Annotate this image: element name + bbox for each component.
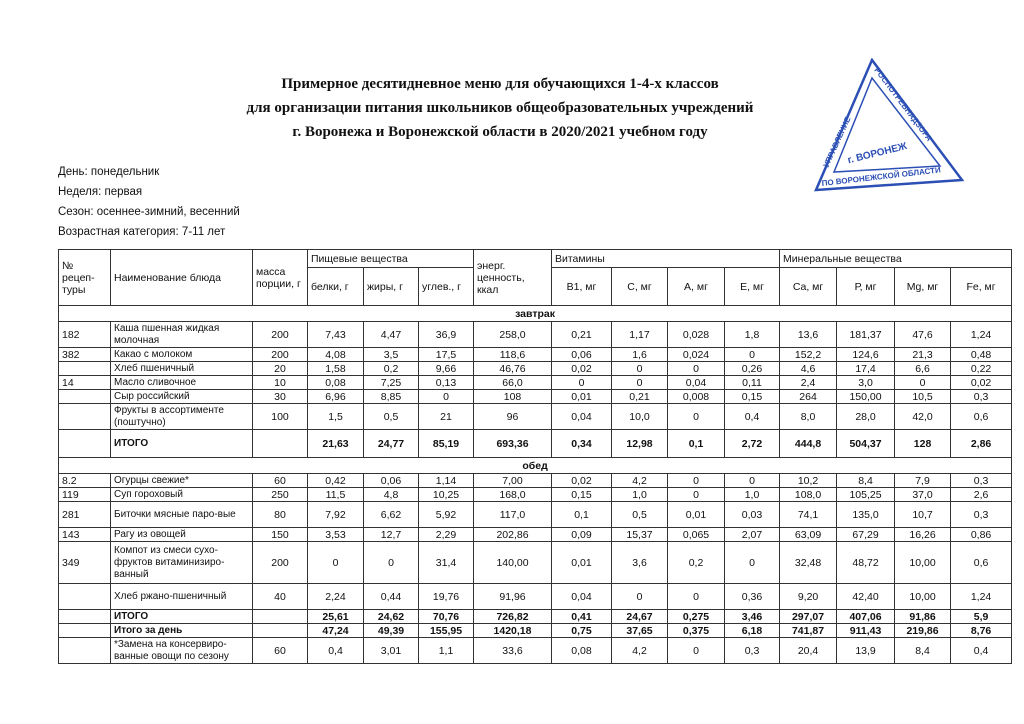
value-cell: 67,29 (837, 528, 895, 542)
recipe-cell: 8.2 (59, 474, 111, 488)
value-cell: 9,66 (419, 362, 474, 376)
value-cell: 32,48 (780, 542, 837, 584)
info-week: Неделя: первая (58, 186, 143, 198)
value-cell: 0,275 (668, 610, 725, 624)
value-cell: 135,0 (837, 502, 895, 528)
value-cell: 10,0 (612, 404, 668, 430)
table-row (59, 390, 1012, 404)
value-cell: 0 (725, 348, 780, 362)
value-cell: 7,9 (895, 474, 951, 488)
value-cell: 124,6 (837, 348, 895, 362)
replacement-note-row (59, 638, 1012, 664)
value-cell: 2,07 (725, 528, 780, 542)
value-cell: 1,58 (308, 362, 364, 376)
table-row (59, 584, 1012, 610)
value-cell: 258,0 (474, 322, 552, 348)
value-cell: 0,48 (951, 348, 1012, 362)
value-cell: 0 (364, 542, 419, 584)
value-cell: 250 (253, 488, 308, 502)
value-cell: 8,4 (895, 638, 951, 664)
value-cell: 150,00 (837, 390, 895, 404)
value-cell: 7,43 (308, 322, 364, 348)
stamp-text-bottom: ПО ВОРОНЕЖСКОЙ ОБЛАСТИ (821, 165, 942, 188)
value-cell: 105,25 (837, 488, 895, 502)
value-cell: 24,77 (364, 430, 419, 458)
dish-name-cell: Какао с молоком (111, 348, 253, 362)
value-cell: 0,375 (668, 624, 725, 638)
value-cell: 3,5 (364, 348, 419, 362)
value-cell: 5,9 (951, 610, 1012, 624)
value-cell: 4,8 (364, 488, 419, 502)
value-cell: 0,36 (725, 584, 780, 610)
value-cell: 21,3 (895, 348, 951, 362)
value-cell: 911,43 (837, 624, 895, 638)
value-cell: 0,2 (364, 362, 419, 376)
recipe-cell: 349 (59, 542, 111, 584)
dish-name-cell: Хлеб ржано-пшеничный (111, 584, 253, 610)
menu-title-line3: г. Воронежа и Воронежской области в 2020/2021 учебном году (292, 124, 708, 140)
value-cell: 10,00 (895, 584, 951, 610)
value-cell: 0 (668, 638, 725, 664)
value-cell: 85,19 (419, 430, 474, 458)
value-cell: 0,02 (552, 474, 612, 488)
value-cell: 0,22 (951, 362, 1012, 376)
value-cell: 0,5 (364, 404, 419, 430)
value-cell: 0,26 (725, 362, 780, 376)
value-cell: 0,09 (552, 528, 612, 542)
value-cell: 0 (668, 474, 725, 488)
value-cell: 0,1 (668, 430, 725, 458)
header-nutrients: Пищевые вещества (308, 250, 474, 268)
value-cell: 0,1 (552, 502, 612, 528)
value-cell: 8,4 (837, 474, 895, 488)
value-cell: 0 (612, 584, 668, 610)
value-cell: 49,39 (364, 624, 419, 638)
header-minerals: Минеральные вещества (780, 250, 1012, 268)
value-cell: 6,96 (308, 390, 364, 404)
value-cell: 91,96 (474, 584, 552, 610)
value-cell: 16,26 (895, 528, 951, 542)
value-cell: 47,24 (308, 624, 364, 638)
value-cell: 60 (253, 474, 308, 488)
value-cell: 0,03 (725, 502, 780, 528)
value-cell: 0,86 (951, 528, 1012, 542)
value-cell (253, 430, 308, 458)
dish-name-cell: Масло сливочное (111, 376, 253, 390)
value-cell: 0 (668, 584, 725, 610)
value-cell: 200 (253, 542, 308, 584)
dish-name-cell: Огурцы свежие* (111, 474, 253, 488)
value-cell: 8,0 (780, 404, 837, 430)
value-cell: 42,40 (837, 584, 895, 610)
table-row (59, 542, 1012, 584)
value-cell: 0,04 (552, 584, 612, 610)
recipe-cell (59, 624, 111, 638)
value-cell: 181,37 (837, 322, 895, 348)
table-row (59, 528, 1012, 542)
value-cell: 0,01 (552, 390, 612, 404)
recipe-cell (59, 362, 111, 376)
value-cell: 24,67 (612, 610, 668, 624)
value-cell: 1,14 (419, 474, 474, 488)
dish-name-cell: Фрукты в ассортименте (поштучно) (111, 404, 253, 430)
value-cell: 30 (253, 390, 308, 404)
value-cell: 10,00 (895, 542, 951, 584)
recipe-cell (59, 610, 111, 624)
recipe-cell: 119 (59, 488, 111, 502)
value-cell: 6,62 (364, 502, 419, 528)
value-cell: 1420,18 (474, 624, 552, 638)
value-cell: 2,29 (419, 528, 474, 542)
value-cell: 0,4 (951, 638, 1012, 664)
value-cell: 0,15 (552, 488, 612, 502)
value-cell: 0,6 (951, 542, 1012, 584)
value-cell: 150 (253, 528, 308, 542)
header-ca: Са, мг (780, 268, 837, 306)
value-cell: 1,24 (951, 584, 1012, 610)
value-cell: 10,5 (895, 390, 951, 404)
value-cell: 152,2 (780, 348, 837, 362)
svg-text:РОСПОТРЕБНАДЗОРА (872, 66, 933, 143)
stamp-city: г. ВОРОНЕЖ (846, 140, 909, 167)
value-cell: 0,21 (612, 390, 668, 404)
value-cell: 4,08 (308, 348, 364, 362)
header-e: Е, мг (725, 268, 780, 306)
value-cell: 726,82 (474, 610, 552, 624)
value-cell: 3,01 (364, 638, 419, 664)
value-cell: 1,0 (612, 488, 668, 502)
value-cell: 0 (668, 488, 725, 502)
value-cell: 10 (253, 376, 308, 390)
recipe-cell: 14 (59, 376, 111, 390)
value-cell: 3,53 (308, 528, 364, 542)
recipe-cell (59, 430, 111, 458)
section-lunch (59, 458, 1012, 474)
value-cell: 10,25 (419, 488, 474, 502)
header-fat: жиры, г (364, 268, 419, 306)
value-cell: 0,4 (725, 404, 780, 430)
value-cell: 0,6 (951, 404, 1012, 430)
dish-name-cell: Хлеб пшеничный (111, 362, 253, 376)
recipe-cell: 182 (59, 322, 111, 348)
value-cell: 13,9 (837, 638, 895, 664)
value-cell: 19,76 (419, 584, 474, 610)
recipe-cell (59, 390, 111, 404)
dish-name-cell: Итого за день (111, 624, 253, 638)
value-cell: 155,95 (419, 624, 474, 638)
value-cell: 407,06 (837, 610, 895, 624)
value-cell: 0,06 (364, 474, 419, 488)
value-cell: 0,4 (308, 638, 364, 664)
value-cell: 10,2 (780, 474, 837, 488)
value-cell: 6,6 (895, 362, 951, 376)
value-cell: 63,09 (780, 528, 837, 542)
value-cell: 0,04 (668, 376, 725, 390)
value-cell: 0,42 (308, 474, 364, 488)
recipe-cell (59, 404, 111, 430)
info-day: День: понедельник (58, 166, 160, 178)
header-row-1 (59, 250, 1012, 268)
dish-name-cell: Биточки мясные паро-вые (111, 502, 253, 528)
value-cell: 0,41 (552, 610, 612, 624)
value-cell: 128 (895, 430, 951, 458)
value-cell: 0,3 (725, 638, 780, 664)
section-breakfast-label: завтрак (59, 306, 1012, 322)
dish-name-cell: Каша пшенная жидкая молочная (111, 322, 253, 348)
table-row (59, 474, 1012, 488)
breakfast-total-row (59, 430, 1012, 458)
value-cell: 96 (474, 404, 552, 430)
table-row (59, 404, 1012, 430)
value-cell: 0,024 (668, 348, 725, 362)
value-cell: 0,5 (612, 502, 668, 528)
value-cell: 0,3 (951, 474, 1012, 488)
lunch-total-row (59, 610, 1012, 624)
value-cell: 74,1 (780, 502, 837, 528)
header-a: А, мг (668, 268, 725, 306)
value-cell: 0,065 (668, 528, 725, 542)
recipe-cell (59, 584, 111, 610)
header-name: Наименование блюда (111, 250, 253, 306)
value-cell: 0,04 (552, 404, 612, 430)
table-row (59, 502, 1012, 528)
dish-name-cell: Суп гороховый (111, 488, 253, 502)
value-cell: 1,8 (725, 322, 780, 348)
value-cell: 117,0 (474, 502, 552, 528)
dish-name-cell: Сыр российский (111, 390, 253, 404)
value-cell: 37,0 (895, 488, 951, 502)
value-cell: 504,37 (837, 430, 895, 458)
value-cell: 1,24 (951, 322, 1012, 348)
value-cell: 91,86 (895, 610, 951, 624)
value-cell: 0,13 (419, 376, 474, 390)
recipe-cell: 281 (59, 502, 111, 528)
value-cell: 5,92 (419, 502, 474, 528)
value-cell: 693,36 (474, 430, 552, 458)
value-cell: 4,47 (364, 322, 419, 348)
table-row (59, 322, 1012, 348)
value-cell: 4,2 (612, 474, 668, 488)
value-cell: 6,18 (725, 624, 780, 638)
value-cell: 0,21 (552, 322, 612, 348)
value-cell: 2,4 (780, 376, 837, 390)
value-cell: 1,1 (419, 638, 474, 664)
value-cell: 200 (253, 348, 308, 362)
value-cell: 31,4 (419, 542, 474, 584)
value-cell: 1,6 (612, 348, 668, 362)
value-cell: 17,5 (419, 348, 474, 362)
value-cell: 264 (780, 390, 837, 404)
value-cell: 4,6 (780, 362, 837, 376)
value-cell: 37,65 (612, 624, 668, 638)
value-cell: 202,86 (474, 528, 552, 542)
value-cell: 24,62 (364, 610, 419, 624)
value-cell: 1,0 (725, 488, 780, 502)
value-cell: 0,028 (668, 322, 725, 348)
value-cell (253, 610, 308, 624)
value-cell: 17,4 (837, 362, 895, 376)
value-cell: 0,44 (364, 584, 419, 610)
dish-name-cell: ИТОГО (111, 610, 253, 624)
header-p: Р, мг (837, 268, 895, 306)
value-cell: 36,9 (419, 322, 474, 348)
value-cell: 0 (612, 362, 668, 376)
value-cell: 0,3 (951, 502, 1012, 528)
value-cell: 297,07 (780, 610, 837, 624)
value-cell: 66,0 (474, 376, 552, 390)
value-cell: 12,7 (364, 528, 419, 542)
value-cell: 0 (552, 376, 612, 390)
value-cell: 2,72 (725, 430, 780, 458)
value-cell: 0,02 (951, 376, 1012, 390)
value-cell: 3,46 (725, 610, 780, 624)
value-cell: 0,08 (552, 638, 612, 664)
header-c: С, мг (612, 268, 668, 306)
value-cell: 0,02 (552, 362, 612, 376)
value-cell: 140,00 (474, 542, 552, 584)
value-cell: 108,0 (780, 488, 837, 502)
header-mg: Мg, мг (895, 268, 951, 306)
value-cell: 0 (419, 390, 474, 404)
value-cell: 15,37 (612, 528, 668, 542)
dish-name-cell: *Замена на консервиро-ванные овощи по сезону (111, 638, 253, 664)
value-cell: 0,34 (552, 430, 612, 458)
section-lunch-label: обед (59, 458, 1012, 474)
header-energy: энерг. ценность, ккал (474, 250, 552, 306)
dish-name-cell: ИТОГО (111, 430, 253, 458)
value-cell: 1,5 (308, 404, 364, 430)
recipe-cell (59, 638, 111, 664)
value-cell: 0 (668, 404, 725, 430)
section-breakfast (59, 306, 1012, 322)
value-cell: 7,25 (364, 376, 419, 390)
value-cell: 0 (725, 542, 780, 584)
recipe-cell: 143 (59, 528, 111, 542)
value-cell: 48,72 (837, 542, 895, 584)
value-cell: 13,6 (780, 322, 837, 348)
value-cell: 0,15 (725, 390, 780, 404)
value-cell: 118,6 (474, 348, 552, 362)
value-cell (253, 624, 308, 638)
day-total-row (59, 624, 1012, 638)
value-cell: 0 (668, 362, 725, 376)
value-cell: 8,85 (364, 390, 419, 404)
menu-table-body (59, 250, 1012, 664)
value-cell: 444,8 (780, 430, 837, 458)
menu-table (58, 249, 1012, 664)
value-cell: 33,6 (474, 638, 552, 664)
value-cell: 20,4 (780, 638, 837, 664)
menu-title-line2: для организации питания школьников общеобразовательных учреждений (246, 100, 754, 116)
header-protein: белки, г (308, 268, 364, 306)
stamp-text-right: РОСПОТРЕБНАДЗОРА (872, 65, 934, 143)
value-cell: 219,86 (895, 624, 951, 638)
value-cell: 11,5 (308, 488, 364, 502)
value-cell: 12,98 (612, 430, 668, 458)
value-cell: 7,92 (308, 502, 364, 528)
value-cell: 741,87 (780, 624, 837, 638)
value-cell: 8,76 (951, 624, 1012, 638)
dish-name-cell: Компот из смеси сухо-фруктов витаминизиро-ванный (111, 542, 253, 584)
value-cell: 1,17 (612, 322, 668, 348)
value-cell: 10,7 (895, 502, 951, 528)
value-cell: 80 (253, 502, 308, 528)
value-cell: 2,86 (951, 430, 1012, 458)
header-carbs: углев., г (419, 268, 474, 306)
value-cell: 42,0 (895, 404, 951, 430)
value-cell: 60 (253, 638, 308, 664)
value-cell: 20 (253, 362, 308, 376)
header-b1: B1, мг (552, 268, 612, 306)
value-cell: 3,0 (837, 376, 895, 390)
value-cell: 168,0 (474, 488, 552, 502)
value-cell: 2,24 (308, 584, 364, 610)
value-cell: 0,01 (552, 542, 612, 584)
value-cell: 21 (419, 404, 474, 430)
table-row (59, 488, 1012, 502)
value-cell: 100 (253, 404, 308, 430)
value-cell: 28,0 (837, 404, 895, 430)
value-cell: 0 (725, 474, 780, 488)
value-cell: 25,61 (308, 610, 364, 624)
value-cell: 0,75 (552, 624, 612, 638)
value-cell: 0,08 (308, 376, 364, 390)
menu-title-line1: Примерное десятидневное меню для обучающихся 1-4-х классов (281, 76, 719, 92)
value-cell: 4,2 (612, 638, 668, 664)
header-recipe: № рецеп-туры (59, 250, 111, 306)
value-cell: 0 (895, 376, 951, 390)
value-cell: 0,2 (668, 542, 725, 584)
info-season: Сезон: осеннее-зимний, весенний (58, 206, 240, 218)
value-cell: 3,6 (612, 542, 668, 584)
table-row (59, 348, 1012, 362)
value-cell: 108 (474, 390, 552, 404)
value-cell: 0 (308, 542, 364, 584)
value-cell: 9,20 (780, 584, 837, 610)
info-age: Возрастная категория: 7-11 лет (58, 226, 226, 238)
value-cell: 40 (253, 584, 308, 610)
value-cell: 0,008 (668, 390, 725, 404)
value-cell: 47,6 (895, 322, 951, 348)
header-vitamins: Витамины (552, 250, 780, 268)
value-cell: 0,11 (725, 376, 780, 390)
table-row (59, 362, 1012, 376)
value-cell: 0,06 (552, 348, 612, 362)
header-mass: масса порции, г (253, 250, 308, 306)
value-cell: 0,01 (668, 502, 725, 528)
value-cell: 200 (253, 322, 308, 348)
rospotrebnadzor-stamp (812, 58, 964, 194)
table-row (59, 376, 1012, 390)
value-cell: 0,3 (951, 390, 1012, 404)
value-cell: 7,00 (474, 474, 552, 488)
value-cell: 70,76 (419, 610, 474, 624)
value-cell: 46,76 (474, 362, 552, 376)
value-cell: 21,63 (308, 430, 364, 458)
value-cell: 0 (612, 376, 668, 390)
value-cell: 2,6 (951, 488, 1012, 502)
recipe-cell: 382 (59, 348, 111, 362)
menu-info (58, 162, 240, 242)
header-fe: Fe, мг (951, 268, 1012, 306)
dish-name-cell: Рагу из овощей (111, 528, 253, 542)
stamp-text-left: УПРАВЛЕНИЕ (821, 115, 853, 169)
